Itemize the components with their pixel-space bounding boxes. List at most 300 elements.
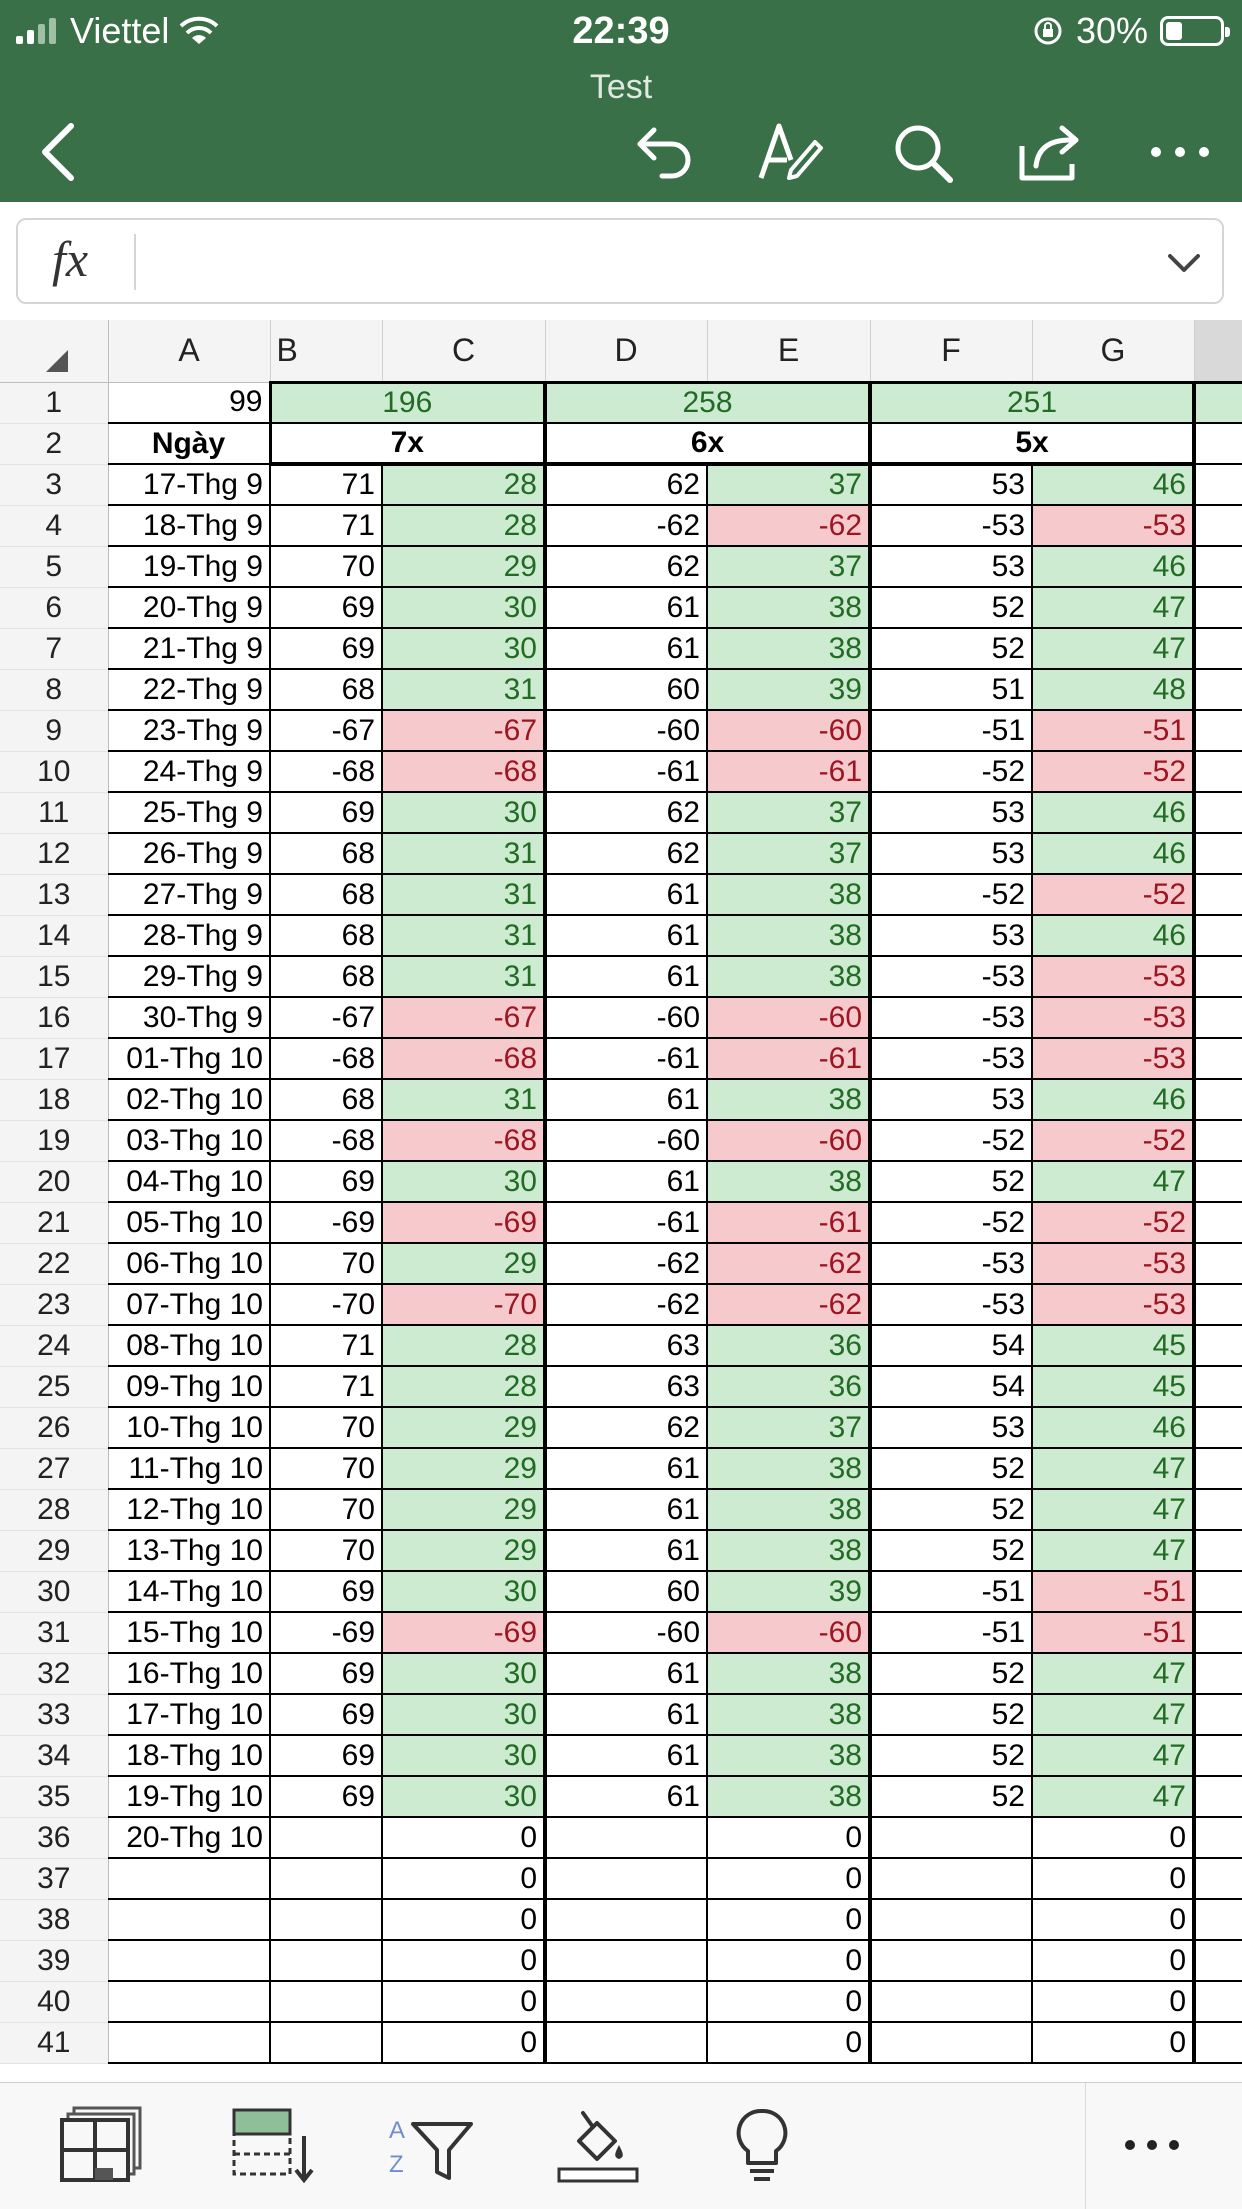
cell-f[interactable]: 51 xyxy=(870,669,1032,710)
cell-e[interactable]: 0 xyxy=(707,1817,870,1858)
date-cell[interactable]: 11-Thg 10 xyxy=(108,1448,270,1489)
row-header[interactable]: 6 xyxy=(0,587,108,628)
date-cell[interactable]: 01-Thg 10 xyxy=(108,1038,270,1079)
cell-e[interactable]: 37 xyxy=(707,1407,870,1448)
cell-c[interactable]: -68 xyxy=(382,1120,545,1161)
cell-g[interactable]: 46 xyxy=(1032,464,1194,505)
cell-e[interactable]: 37 xyxy=(707,464,870,505)
select-all-corner[interactable] xyxy=(0,320,108,382)
cell-f[interactable]: -53 xyxy=(870,505,1032,546)
cell-h[interactable] xyxy=(1194,833,1242,874)
cell-c[interactable]: 30 xyxy=(382,1653,545,1694)
cell-f[interactable]: 54 xyxy=(870,1325,1032,1366)
cell-f[interactable]: -51 xyxy=(870,1571,1032,1612)
cell-d[interactable]: 63 xyxy=(545,1366,707,1407)
cell-c[interactable]: 0 xyxy=(382,1940,545,1981)
row-header[interactable]: 23 xyxy=(0,1284,108,1325)
cell-f[interactable]: 54 xyxy=(870,1366,1032,1407)
row-header[interactable]: 17 xyxy=(0,1038,108,1079)
date-cell[interactable]: 18-Thg 10 xyxy=(108,1735,270,1776)
cell-f[interactable] xyxy=(870,1899,1032,1940)
cell-h[interactable] xyxy=(1194,587,1242,628)
cell-f[interactable]: -53 xyxy=(870,956,1032,997)
cell-f[interactable] xyxy=(870,1981,1032,2022)
more-options-button[interactable] xyxy=(1140,112,1220,192)
ideas-button[interactable] xyxy=(712,2105,812,2185)
cell-e[interactable]: 36 xyxy=(707,1325,870,1366)
row-header[interactable]: 19 xyxy=(0,1120,108,1161)
search-button[interactable] xyxy=(882,112,962,192)
cell-h[interactable] xyxy=(1194,1776,1242,1817)
row-header[interactable]: 33 xyxy=(0,1694,108,1735)
cell-h[interactable] xyxy=(1194,505,1242,546)
document-title[interactable]: Test xyxy=(589,68,653,106)
row-header[interactable]: 12 xyxy=(0,833,108,874)
group-label-6x[interactable]: 6x xyxy=(545,423,870,464)
cell-b[interactable]: -70 xyxy=(270,1284,382,1325)
cell-f[interactable]: -53 xyxy=(870,1038,1032,1079)
cell-f[interactable]: 52 xyxy=(870,1530,1032,1571)
cell-f[interactable]: 53 xyxy=(870,1407,1032,1448)
cell-c[interactable]: 30 xyxy=(382,1735,545,1776)
cell-e[interactable]: 38 xyxy=(707,1161,870,1202)
date-cell[interactable]: 16-Thg 10 xyxy=(108,1653,270,1694)
cell-h[interactable] xyxy=(1194,1284,1242,1325)
cell-g[interactable]: -51 xyxy=(1032,1571,1194,1612)
cell-d[interactable]: 62 xyxy=(545,1407,707,1448)
date-cell[interactable]: 09-Thg 10 xyxy=(108,1366,270,1407)
cell-e[interactable]: -61 xyxy=(707,751,870,792)
cell-d[interactable] xyxy=(545,2022,707,2063)
row-header[interactable]: 29 xyxy=(0,1530,108,1571)
cell-e[interactable]: -60 xyxy=(707,1612,870,1653)
cell-d[interactable]: -60 xyxy=(545,1120,707,1161)
cell-g[interactable]: -51 xyxy=(1032,1612,1194,1653)
cell-c[interactable]: 29 xyxy=(382,1448,545,1489)
row-header[interactable]: 16 xyxy=(0,997,108,1038)
sort-filter-button[interactable] xyxy=(380,2105,480,2185)
row-header[interactable]: 41 xyxy=(0,2022,108,2063)
date-cell[interactable]: 25-Thg 9 xyxy=(108,792,270,833)
cell-f[interactable]: -53 xyxy=(870,1243,1032,1284)
cell-b[interactable]: 69 xyxy=(270,1776,382,1817)
date-cell[interactable] xyxy=(108,1858,270,1899)
row-header[interactable]: 35 xyxy=(0,1776,108,1817)
cell-d[interactable]: 61 xyxy=(545,1776,707,1817)
date-cell[interactable] xyxy=(108,1940,270,1981)
cell-h[interactable] xyxy=(1194,1366,1242,1407)
cell-h[interactable] xyxy=(1194,1079,1242,1120)
cell-g[interactable]: 46 xyxy=(1032,792,1194,833)
cell-d[interactable]: 61 xyxy=(545,1448,707,1489)
cell-g[interactable]: 46 xyxy=(1032,833,1194,874)
date-cell[interactable]: 20-Thg 10 xyxy=(108,1817,270,1858)
cell-h[interactable] xyxy=(1194,1817,1242,1858)
cell-b[interactable]: -68 xyxy=(270,751,382,792)
cell-g[interactable]: -53 xyxy=(1032,505,1194,546)
cell-b[interactable] xyxy=(270,1817,382,1858)
cell-f[interactable] xyxy=(870,1817,1032,1858)
cell-h[interactable] xyxy=(1194,997,1242,1038)
cell-f[interactable]: 52 xyxy=(870,1489,1032,1530)
cell-d[interactable] xyxy=(545,1981,707,2022)
cell-h[interactable] xyxy=(1194,710,1242,751)
cell-g[interactable]: 46 xyxy=(1032,915,1194,956)
cell-d[interactable]: 61 xyxy=(545,956,707,997)
column-header-d[interactable]: D xyxy=(545,320,707,382)
row-header[interactable]: 5 xyxy=(0,546,108,587)
cell-b[interactable]: 70 xyxy=(270,546,382,587)
cell-h[interactable] xyxy=(1194,1325,1242,1366)
more-tools-button[interactable] xyxy=(1102,2105,1202,2185)
cell-b[interactable]: 70 xyxy=(270,1448,382,1489)
cell-c[interactable]: -69 xyxy=(382,1612,545,1653)
cell-e[interactable]: 0 xyxy=(707,1940,870,1981)
cell-c[interactable]: 30 xyxy=(382,792,545,833)
cell-h[interactable] xyxy=(1194,1243,1242,1284)
date-cell[interactable]: 12-Thg 10 xyxy=(108,1489,270,1530)
group-total-7x[interactable]: 196 xyxy=(270,382,545,423)
cell-h[interactable] xyxy=(1194,1735,1242,1776)
date-cell[interactable]: 27-Thg 9 xyxy=(108,874,270,915)
cell-c[interactable]: 0 xyxy=(382,1817,545,1858)
cell-g[interactable]: 46 xyxy=(1032,546,1194,587)
row-header[interactable]: 13 xyxy=(0,874,108,915)
cell-d[interactable]: -62 xyxy=(545,505,707,546)
cell-g[interactable]: -52 xyxy=(1032,1202,1194,1243)
cell-b[interactable]: -69 xyxy=(270,1202,382,1243)
date-cell[interactable]: 07-Thg 10 xyxy=(108,1284,270,1325)
cell-g[interactable]: 46 xyxy=(1032,1407,1194,1448)
cell-c[interactable]: 28 xyxy=(382,1325,545,1366)
cell-g[interactable]: 0 xyxy=(1032,1858,1194,1899)
cell-e[interactable]: -62 xyxy=(707,1284,870,1325)
cell-c[interactable]: 0 xyxy=(382,1858,545,1899)
cell-b[interactable] xyxy=(270,1981,382,2022)
cell-b[interactable]: 68 xyxy=(270,669,382,710)
cell-f[interactable]: -51 xyxy=(870,710,1032,751)
cell-e[interactable]: 38 xyxy=(707,1530,870,1571)
spreadsheet-grid[interactable] xyxy=(0,320,1242,2082)
cell-g[interactable]: -53 xyxy=(1032,1284,1194,1325)
cell-d[interactable]: 61 xyxy=(545,1489,707,1530)
cell-e[interactable]: -60 xyxy=(707,1120,870,1161)
cell-e[interactable]: 38 xyxy=(707,628,870,669)
cell-h[interactable] xyxy=(1194,1120,1242,1161)
cell-g[interactable]: 46 xyxy=(1032,1079,1194,1120)
cell-f[interactable]: 53 xyxy=(870,546,1032,587)
cell-e[interactable]: -60 xyxy=(707,997,870,1038)
cell-h[interactable] xyxy=(1194,1940,1242,1981)
column-header-f[interactable]: F xyxy=(870,320,1032,382)
cell-d[interactable]: 61 xyxy=(545,1161,707,1202)
cell-c[interactable]: 30 xyxy=(382,587,545,628)
cell-b[interactable]: 68 xyxy=(270,1079,382,1120)
formula-input[interactable] xyxy=(148,232,1152,294)
row-header[interactable]: 34 xyxy=(0,1735,108,1776)
cell-h[interactable] xyxy=(1194,1899,1242,1940)
cell-e[interactable]: 38 xyxy=(707,915,870,956)
date-cell[interactable]: 20-Thg 9 xyxy=(108,587,270,628)
cell-e[interactable]: 38 xyxy=(707,1735,870,1776)
cell-e[interactable]: 37 xyxy=(707,546,870,587)
group-total-6x[interactable]: 258 xyxy=(545,382,870,423)
row-header[interactable]: 2 xyxy=(0,423,108,464)
cell-g[interactable]: 0 xyxy=(1032,1817,1194,1858)
cell-g[interactable]: -52 xyxy=(1032,1120,1194,1161)
date-cell[interactable]: 18-Thg 9 xyxy=(108,505,270,546)
date-cell[interactable] xyxy=(108,1899,270,1940)
cell-a1[interactable]: 99 xyxy=(108,382,270,423)
date-cell[interactable]: 15-Thg 10 xyxy=(108,1612,270,1653)
cell-e[interactable]: 0 xyxy=(707,1981,870,2022)
cell-c[interactable]: 28 xyxy=(382,464,545,505)
column-header-a[interactable]: A xyxy=(108,320,270,382)
cell-g[interactable]: 48 xyxy=(1032,669,1194,710)
cell-b[interactable]: 71 xyxy=(270,1325,382,1366)
row-header[interactable]: 1 xyxy=(0,382,108,423)
cell-c[interactable]: 31 xyxy=(382,1079,545,1120)
cell-d[interactable]: -62 xyxy=(545,1284,707,1325)
row-header[interactable]: 38 xyxy=(0,1899,108,1940)
row-header[interactable]: 25 xyxy=(0,1366,108,1407)
back-button[interactable] xyxy=(20,112,100,192)
cell-d[interactable] xyxy=(545,1858,707,1899)
row-header[interactable]: 18 xyxy=(0,1079,108,1120)
cell-g[interactable]: 0 xyxy=(1032,1940,1194,1981)
cell-e[interactable]: -61 xyxy=(707,1202,870,1243)
cell-d[interactable]: -60 xyxy=(545,710,707,751)
cell-d[interactable]: -60 xyxy=(545,1612,707,1653)
row-header[interactable]: 39 xyxy=(0,1940,108,1981)
cell-h[interactable] xyxy=(1194,1530,1242,1571)
cell-h1[interactable] xyxy=(1194,382,1242,423)
cell-b[interactable]: 69 xyxy=(270,587,382,628)
row-header[interactable]: 27 xyxy=(0,1448,108,1489)
cell-d[interactable]: 61 xyxy=(545,1079,707,1120)
cell-c[interactable]: -68 xyxy=(382,1038,545,1079)
cell-c[interactable]: 28 xyxy=(382,1366,545,1407)
cell-b[interactable]: -67 xyxy=(270,997,382,1038)
cell-h[interactable] xyxy=(1194,1202,1242,1243)
date-cell[interactable]: 08-Thg 10 xyxy=(108,1325,270,1366)
cell-d[interactable]: 62 xyxy=(545,833,707,874)
cell-c[interactable]: 31 xyxy=(382,915,545,956)
row-header[interactable]: 22 xyxy=(0,1243,108,1284)
cell-d[interactable] xyxy=(545,1899,707,1940)
cell-g[interactable]: -53 xyxy=(1032,1243,1194,1284)
cell-b[interactable]: 71 xyxy=(270,505,382,546)
date-cell[interactable]: 02-Thg 10 xyxy=(108,1079,270,1120)
cell-e[interactable]: 0 xyxy=(707,2022,870,2063)
cell-h2[interactable] xyxy=(1194,423,1242,464)
cell-h[interactable] xyxy=(1194,1858,1242,1899)
cell-b[interactable]: -67 xyxy=(270,710,382,751)
cell-g[interactable]: -52 xyxy=(1032,751,1194,792)
cell-e[interactable]: -62 xyxy=(707,1243,870,1284)
cell-g[interactable]: 47 xyxy=(1032,1694,1194,1735)
cell-b[interactable]: 70 xyxy=(270,1530,382,1571)
cell-e[interactable]: -62 xyxy=(707,505,870,546)
cell-b[interactable]: 69 xyxy=(270,1735,382,1776)
cell-f[interactable]: 52 xyxy=(870,1735,1032,1776)
cell-e[interactable]: 38 xyxy=(707,1489,870,1530)
cell-f[interactable]: 52 xyxy=(870,1448,1032,1489)
cell-e[interactable]: 38 xyxy=(707,956,870,997)
edit-text-button[interactable] xyxy=(752,112,832,192)
date-cell[interactable]: 17-Thg 9 xyxy=(108,464,270,505)
cell-d[interactable] xyxy=(545,1940,707,1981)
cell-d[interactable]: 61 xyxy=(545,628,707,669)
cell-g[interactable]: 47 xyxy=(1032,1735,1194,1776)
cell-f[interactable]: 53 xyxy=(870,1079,1032,1120)
cell-e[interactable]: 38 xyxy=(707,1694,870,1735)
row-header[interactable]: 8 xyxy=(0,669,108,710)
date-cell[interactable]: 14-Thg 10 xyxy=(108,1571,270,1612)
cell-h[interactable] xyxy=(1194,1694,1242,1735)
cell-f[interactable]: -51 xyxy=(870,1612,1032,1653)
cell-h[interactable] xyxy=(1194,464,1242,505)
column-header-g[interactable]: G xyxy=(1032,320,1194,382)
date-cell[interactable]: 21-Thg 9 xyxy=(108,628,270,669)
cell-d[interactable]: 61 xyxy=(545,587,707,628)
cell-f[interactable]: 53 xyxy=(870,915,1032,956)
date-cell[interactable]: 10-Thg 10 xyxy=(108,1407,270,1448)
date-cell[interactable]: 03-Thg 10 xyxy=(108,1120,270,1161)
sheets-button[interactable] xyxy=(52,2105,152,2185)
date-cell[interactable]: 19-Thg 10 xyxy=(108,1776,270,1817)
cell-g[interactable]: 47 xyxy=(1032,1448,1194,1489)
cell-c[interactable]: 31 xyxy=(382,669,545,710)
row-header[interactable]: 36 xyxy=(0,1817,108,1858)
cell-h[interactable] xyxy=(1194,915,1242,956)
date-cell[interactable]: 30-Thg 9 xyxy=(108,997,270,1038)
date-column-header[interactable]: Ngày xyxy=(108,423,270,464)
row-header[interactable]: 15 xyxy=(0,956,108,997)
row-header[interactable]: 7 xyxy=(0,628,108,669)
date-cell[interactable] xyxy=(108,1981,270,2022)
cell-h[interactable] xyxy=(1194,1571,1242,1612)
cell-c[interactable]: -70 xyxy=(382,1284,545,1325)
cell-b[interactable]: 69 xyxy=(270,1653,382,1694)
cell-h[interactable] xyxy=(1194,669,1242,710)
cell-f[interactable]: -53 xyxy=(870,1284,1032,1325)
cell-f[interactable]: -52 xyxy=(870,874,1032,915)
cell-c[interactable]: -67 xyxy=(382,710,545,751)
cell-d[interactable]: 61 xyxy=(545,1694,707,1735)
cell-h[interactable] xyxy=(1194,751,1242,792)
cell-e[interactable]: 39 xyxy=(707,1571,870,1612)
row-header[interactable]: 30 xyxy=(0,1571,108,1612)
date-cell[interactable]: 04-Thg 10 xyxy=(108,1161,270,1202)
row-header[interactable]: 28 xyxy=(0,1489,108,1530)
cell-d[interactable]: 60 xyxy=(545,1571,707,1612)
row-header[interactable]: 4 xyxy=(0,505,108,546)
cell-b[interactable]: 69 xyxy=(270,1161,382,1202)
cell-h[interactable] xyxy=(1194,628,1242,669)
cell-d[interactable]: 61 xyxy=(545,915,707,956)
cell-h[interactable] xyxy=(1194,1981,1242,2022)
cell-b[interactable] xyxy=(270,1858,382,1899)
cell-d[interactable] xyxy=(545,1817,707,1858)
cell-d[interactable]: 61 xyxy=(545,874,707,915)
cell-b[interactable]: 71 xyxy=(270,1366,382,1407)
cell-c[interactable]: 30 xyxy=(382,1776,545,1817)
cell-c[interactable]: 31 xyxy=(382,874,545,915)
row-header[interactable]: 32 xyxy=(0,1653,108,1694)
cell-b[interactable]: 71 xyxy=(270,464,382,505)
cell-h[interactable] xyxy=(1194,956,1242,997)
cell-e[interactable]: 38 xyxy=(707,1653,870,1694)
date-cell[interactable]: 06-Thg 10 xyxy=(108,1243,270,1284)
row-header[interactable]: 20 xyxy=(0,1161,108,1202)
cell-e[interactable]: -60 xyxy=(707,710,870,751)
cell-d[interactable]: -61 xyxy=(545,1038,707,1079)
cell-b[interactable] xyxy=(270,2022,382,2063)
cell-h[interactable] xyxy=(1194,1612,1242,1653)
date-cell[interactable]: 19-Thg 9 xyxy=(108,546,270,587)
cell-e[interactable]: 38 xyxy=(707,587,870,628)
date-cell[interactable]: 26-Thg 9 xyxy=(108,833,270,874)
cell-b[interactable]: 68 xyxy=(270,874,382,915)
date-cell[interactable]: 13-Thg 10 xyxy=(108,1530,270,1571)
row-header[interactable]: 40 xyxy=(0,1981,108,2022)
cell-f[interactable]: -52 xyxy=(870,1120,1032,1161)
cell-c[interactable]: -68 xyxy=(382,751,545,792)
cell-h[interactable] xyxy=(1194,1038,1242,1079)
cell-f[interactable]: 52 xyxy=(870,587,1032,628)
cell-d[interactable]: 63 xyxy=(545,1325,707,1366)
fill-color-button[interactable] xyxy=(548,2105,648,2185)
date-cell[interactable]: 28-Thg 9 xyxy=(108,915,270,956)
cell-b[interactable]: 69 xyxy=(270,1571,382,1612)
cell-h[interactable] xyxy=(1194,546,1242,587)
cell-b[interactable]: 68 xyxy=(270,833,382,874)
insert-row-button[interactable] xyxy=(222,2105,322,2185)
date-cell[interactable]: 29-Thg 9 xyxy=(108,956,270,997)
cell-b[interactable]: -69 xyxy=(270,1612,382,1653)
cell-c[interactable]: 0 xyxy=(382,1981,545,2022)
cell-f[interactable]: 53 xyxy=(870,833,1032,874)
row-header[interactable]: 21 xyxy=(0,1202,108,1243)
cell-f[interactable] xyxy=(870,2022,1032,2063)
cell-f[interactable]: 52 xyxy=(870,1694,1032,1735)
column-header-h[interactable] xyxy=(1194,320,1242,382)
cell-d[interactable]: 60 xyxy=(545,669,707,710)
cell-f[interactable]: 53 xyxy=(870,464,1032,505)
cell-d[interactable]: 61 xyxy=(545,1735,707,1776)
date-cell[interactable] xyxy=(108,2022,270,2063)
cell-f[interactable]: 52 xyxy=(870,628,1032,669)
group-total-5x[interactable]: 251 xyxy=(870,382,1194,423)
cell-g[interactable]: 47 xyxy=(1032,1489,1194,1530)
cell-f[interactable]: 52 xyxy=(870,1653,1032,1694)
cell-g[interactable]: -52 xyxy=(1032,874,1194,915)
cell-c[interactable]: 30 xyxy=(382,1694,545,1735)
row-header[interactable]: 10 xyxy=(0,751,108,792)
cell-e[interactable]: 0 xyxy=(707,1899,870,1940)
cell-g[interactable]: 0 xyxy=(1032,1981,1194,2022)
column-header-e[interactable]: E xyxy=(707,320,870,382)
cell-e[interactable]: 37 xyxy=(707,833,870,874)
cell-e[interactable]: 36 xyxy=(707,1366,870,1407)
cell-g[interactable]: 47 xyxy=(1032,1161,1194,1202)
cell-c[interactable]: 29 xyxy=(382,546,545,587)
cell-e[interactable]: 39 xyxy=(707,669,870,710)
cell-f[interactable]: 52 xyxy=(870,1161,1032,1202)
cell-b[interactable]: 69 xyxy=(270,792,382,833)
cell-c[interactable]: 31 xyxy=(382,833,545,874)
